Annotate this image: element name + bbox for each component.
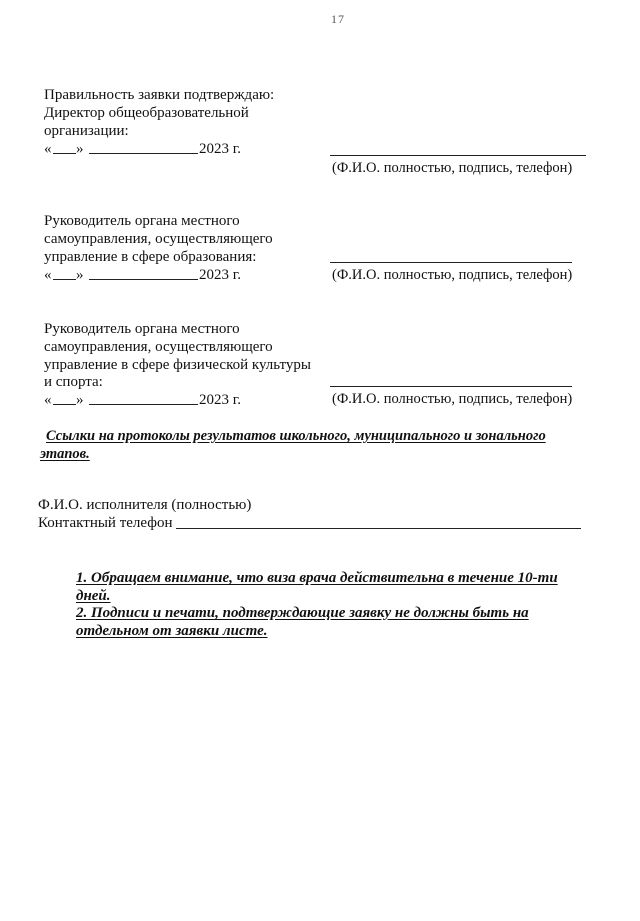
sport-head-title-line3: управление в сфере физической культуры [44,357,311,373]
edu-head-title-line3: управление в сфере образования: [44,249,257,265]
director-date-open: « [44,141,52,157]
sport-head-date-mid: » [76,392,84,408]
sport-head-date-year: 2023 г. [199,392,241,408]
protocol-links-note-line2: этапов. [40,446,90,462]
director-title-line2: организации: [44,123,129,139]
sport-head-date-open: « [44,392,52,408]
notice-item2-line2: отдельном от заявки листе. [76,623,268,639]
edu-head-date-open: « [44,267,52,283]
director-signature-caption: (Ф.И.О. полностью, подпись, телефон) [332,160,573,176]
notice-item2-line1: 2. Подписи и печати, подтверждающие заявку не должны быть на [76,605,529,621]
sport-head-signature-line [330,386,572,387]
edu-head-signature-caption: (Ф.И.О. полностью, подпись, телефон) [332,267,573,283]
sport-head-title-line2: самоуправления, осуществляющего [44,339,273,355]
notice-item1-line2: дней. [76,588,111,604]
edu-head-title-line1: Руководитель органа местного [44,213,240,229]
sport-head-month-blank [89,404,198,405]
director-date-mid: » [76,141,84,157]
edu-head-title-line2: самоуправления, осуществляющего [44,231,273,247]
page-number: 17 [331,12,345,26]
executor-phone-blank [176,528,581,529]
edu-head-day-blank [53,279,76,280]
executor-phone-label: Контактный телефон [38,515,173,531]
edu-head-signature-line [330,262,572,263]
sport-head-signature-caption: (Ф.И.О. полностью, подпись, телефон) [332,391,573,407]
director-title-line1: Директор общеобразовательной [44,105,249,121]
sport-head-day-blank [53,404,76,405]
sport-head-title-line4: и спорта: [44,374,103,390]
edu-head-date-year: 2023 г. [199,267,241,283]
director-day-blank [53,153,76,154]
edu-head-date-mid: » [76,267,84,283]
director-date-year: 2023 г. [199,141,241,157]
director-confirm-label: Правильность заявки подтверждаю: [44,87,275,103]
director-signature-line [330,155,586,156]
sport-head-title-line1: Руководитель органа местного [44,321,240,337]
director-month-blank [89,153,198,154]
executor-name-label: Ф.И.О. исполнителя (полностью) [38,497,252,513]
protocol-links-note-line1: Ссылки на протоколы результатов школьного, муниципального и зонального [46,428,546,444]
notice-item1-line1: 1. Обращаем внимание, что виза врача действительна в течение 10-ти [76,570,558,586]
edu-head-month-blank [89,279,198,280]
